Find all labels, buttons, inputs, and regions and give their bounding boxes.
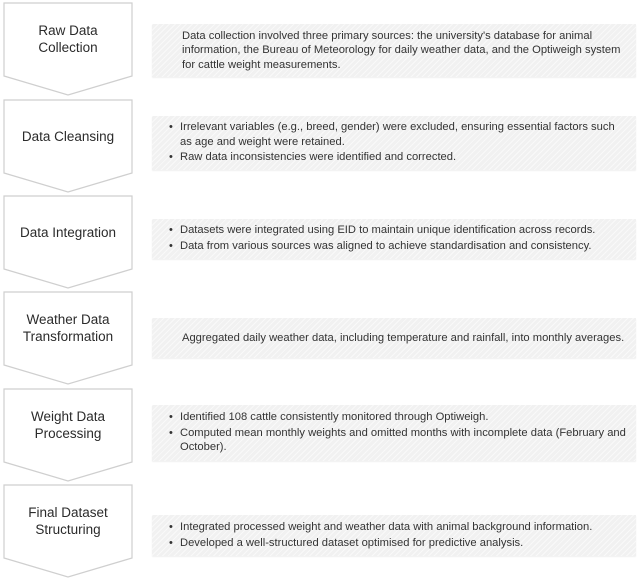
bullet-icon: • xyxy=(169,426,173,439)
description-text: Aggregated daily weather data, including temperature and rainfall, into monthly averages. xyxy=(182,331,625,344)
stage-description-data-integration xyxy=(152,219,636,259)
stage-title: Final Dataset Structuring xyxy=(28,505,108,537)
stage-description-final-dataset-structuring xyxy=(152,515,636,556)
list-item: • Integrated processed weight and weather data with animal background information. xyxy=(169,520,593,533)
bullet-icon: • xyxy=(169,536,173,549)
bullet-icon: • xyxy=(169,240,173,252)
stage-description-weather-data-transformation xyxy=(152,318,636,358)
list-item: • Raw data inconsistencies were identified and corrected. xyxy=(169,151,457,164)
stage-data-integration xyxy=(3,195,133,289)
bullet-icon: • xyxy=(169,520,173,533)
stage-raw-data-collection xyxy=(3,2,133,96)
stage-title: Data Cleansing xyxy=(21,128,115,144)
list-item: • Identified 108 cattle consistently monitored through Optiweigh. xyxy=(169,411,489,424)
bullet-list xyxy=(169,120,626,166)
bullet-list xyxy=(169,410,626,456)
stage-title: Raw Data Collection xyxy=(38,23,98,55)
list-item: • Datasets were integrated using EID to maintain unique identification across records. xyxy=(169,224,596,237)
stage-title: Data Integration xyxy=(19,224,117,240)
stage-final-dataset-structuring xyxy=(3,484,133,578)
stage-description-raw-data-collection xyxy=(152,24,636,77)
description-text: Data collection involved three primary sources: the university's database for animal information, the Bureau of Meteorology for daily weather data, and the Optiweigh system for cattle weight measurements. xyxy=(182,29,621,71)
list-item: • Developed a well-structured dataset optimised for predictive analysis. xyxy=(169,536,524,549)
list-item: • Computed mean monthly weights and omitted months with incomplete data (February and October). xyxy=(169,426,626,454)
stage-description-weight-data-processing xyxy=(152,405,636,461)
list-item: • Data from various sources was aligned to achieve standardisation and consistency. xyxy=(169,240,592,252)
stage-title: Weather Data Transformation xyxy=(22,312,114,344)
stage-title: Weight Data Processing xyxy=(30,409,106,441)
bullet-list xyxy=(169,223,626,254)
bullet-list xyxy=(169,520,626,551)
bullet-icon: • xyxy=(169,151,173,164)
stage-weather-data-transformation xyxy=(3,291,133,385)
bullet-icon: • xyxy=(169,411,173,424)
stage-data-cleansing xyxy=(3,99,133,193)
stage-weight-data-processing xyxy=(3,388,133,482)
list-item: • Irrelevant variables (e.g., breed, gender) were excluded, ensuring essential factors such as age and weight were retained. xyxy=(169,121,615,148)
bullet-icon: • xyxy=(169,121,173,134)
bullet-icon: • xyxy=(169,224,173,237)
stage-description-data-cleansing xyxy=(152,116,636,170)
